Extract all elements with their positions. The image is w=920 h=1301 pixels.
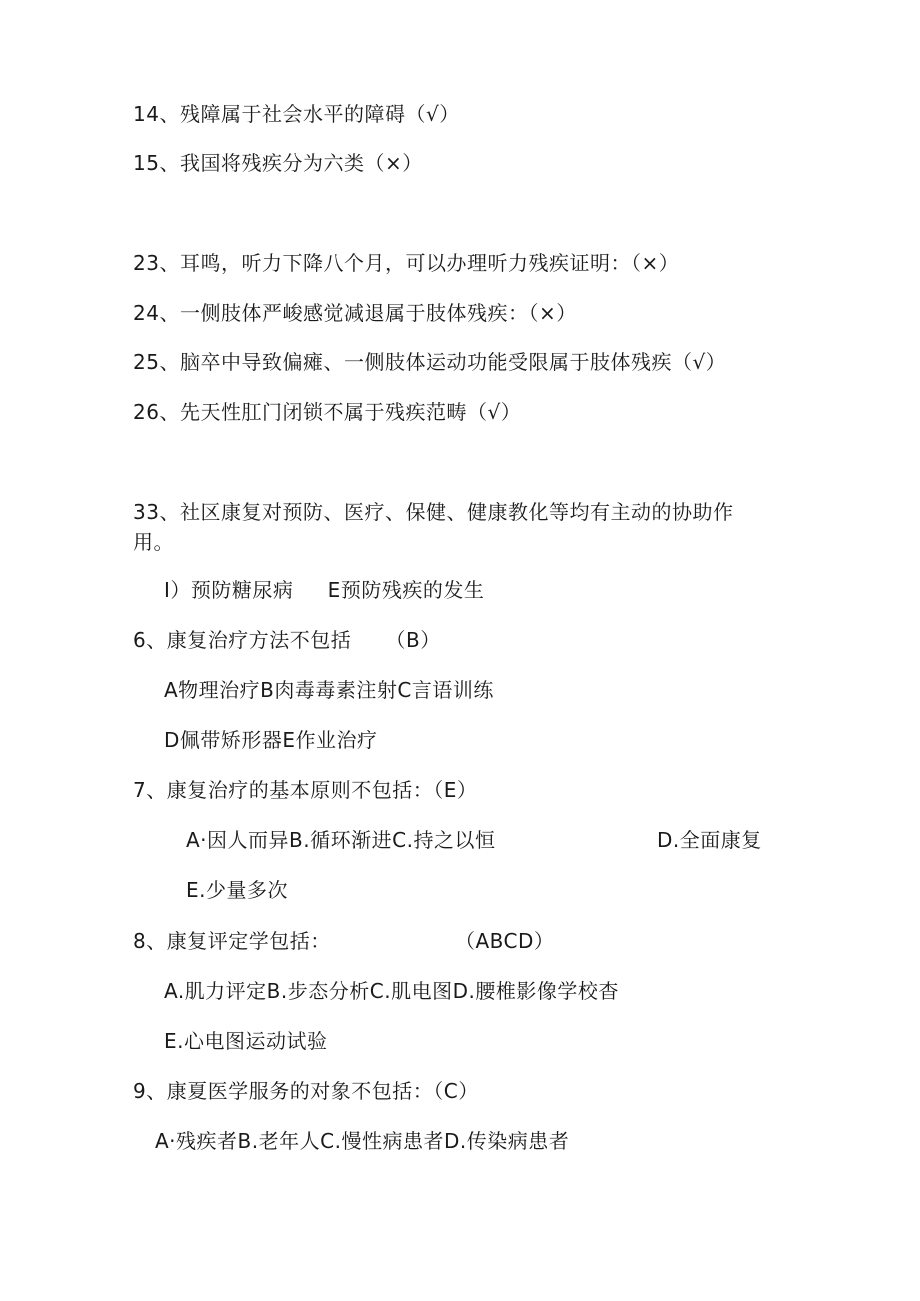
question-8: 8、康复评定学包括： [133, 929, 331, 953]
question-9-options: A·残疾者B.老年人C.慢性病患者D.传染病患者 [155, 1129, 570, 1153]
question-7: 7、康复治疗的基本原则不包括：（E） [133, 778, 478, 802]
question-6-options-1: A物理治疗B肉毒毒素注射C言语训练 [164, 678, 494, 702]
question-33-options: I）预防糖尿病 E预防残疾的发生 [164, 578, 485, 602]
question-24: 24、一侧肢体严峻感觉减退属于肢体残疾：（×） [133, 301, 577, 325]
question-23: 23、耳鸣，听力下降八个月，可以办理听力残疾证明：（×） [133, 251, 680, 275]
question-25: 25、脑卒中导致偏瘫、一侧肢体运动功能受限属于肢体残疾（√） [133, 350, 727, 374]
question-8-options-2: E.心电图运动试验 [164, 1029, 328, 1053]
question-7-options-1: A·因人而异B.循环渐进C.持之以恒 [186, 828, 496, 852]
question-33: 33、社区康复对预防、医疗、保健、健康教化等均有主动的协助作用。 [133, 500, 734, 554]
question-14: 14、残障属于社会水平的障碍（√） [133, 102, 460, 126]
question-15: 15、我国将残疾分为六类（×） [133, 151, 423, 175]
question-26: 26、先天性肛门闭锁不属于残疾范畴（√） [133, 400, 522, 424]
question-8-answer: （ABCD） [455, 929, 555, 953]
question-9: 9、康夏医学服务的对象不包括：（C） [133, 1079, 479, 1103]
question-7-option-d: D.全面康复 [657, 828, 762, 852]
question-7-options-2: E.少量多次 [186, 878, 288, 902]
question-8-options-1: A.肌力评定B.步态分析C.肌电图D.腰椎影像学校杳 [164, 979, 619, 1003]
question-6: 6、康复治疗方法不包括 （B） [133, 628, 441, 652]
question-6-options-2: D佩带矫形器E作业治疗 [164, 728, 378, 752]
